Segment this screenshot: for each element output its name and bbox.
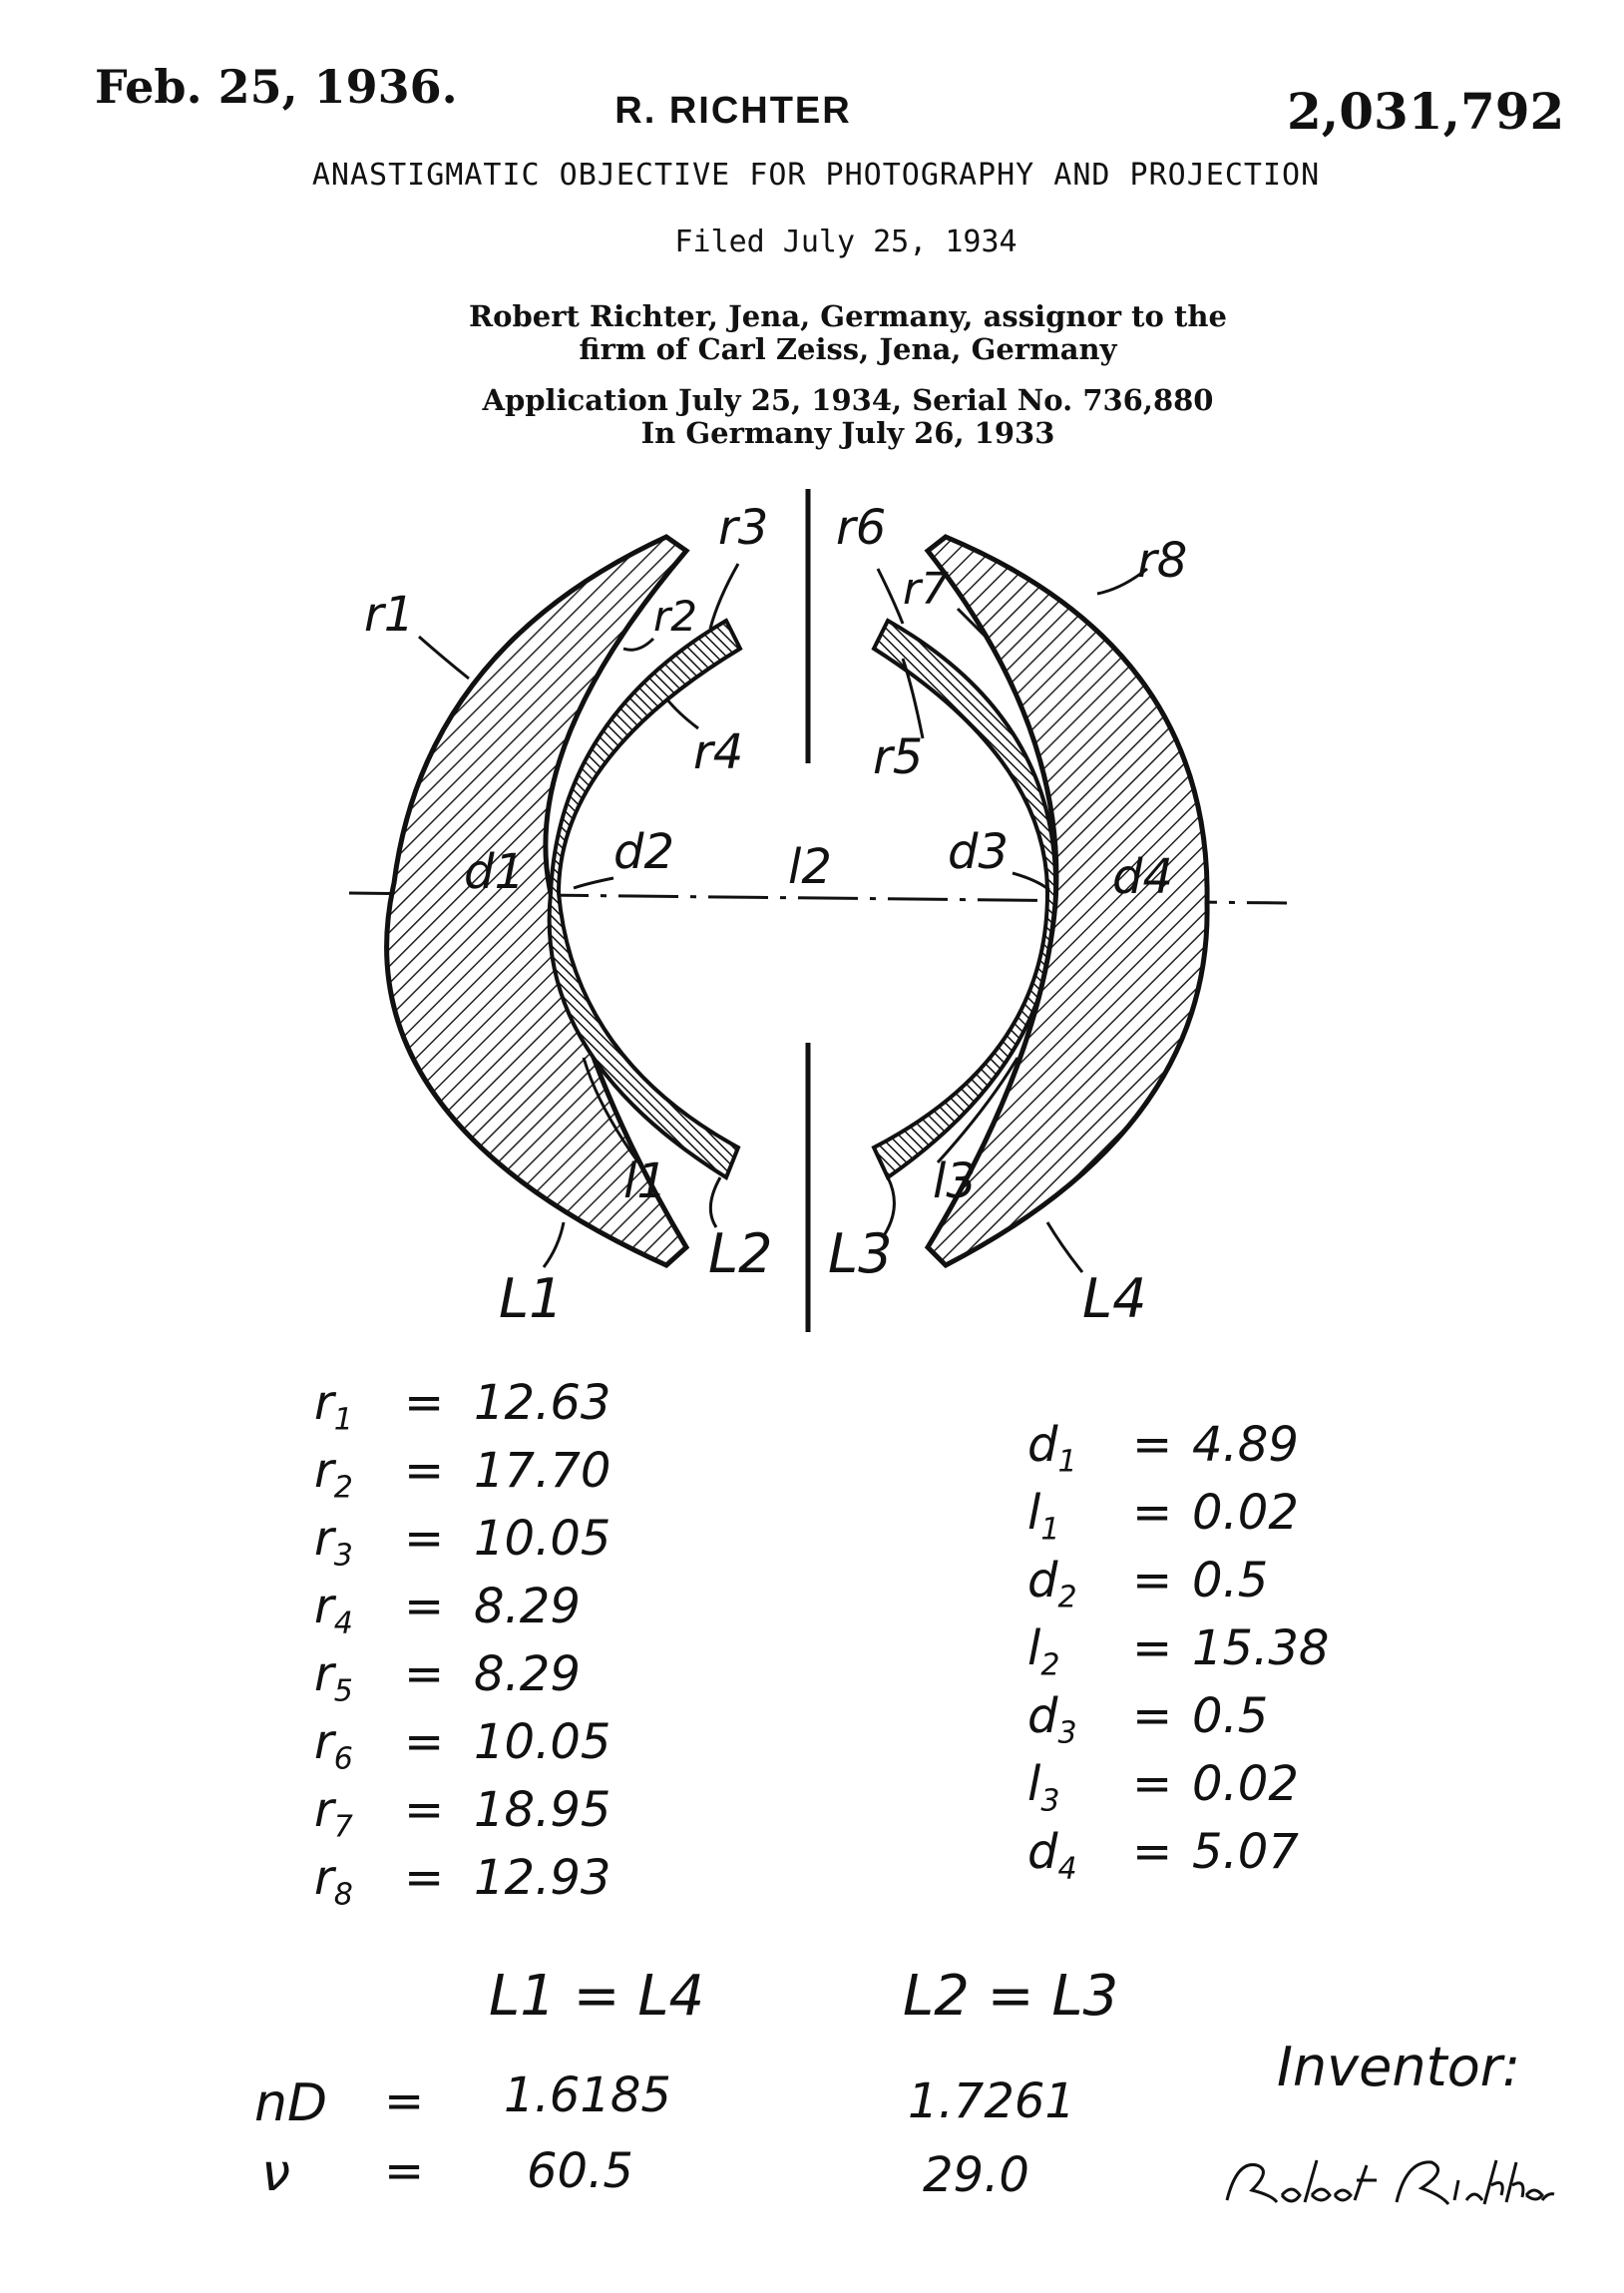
patent-date: Feb. 25, 1936. — [95, 60, 458, 114]
glass-nd-left: 1.6185 — [504, 2067, 671, 2123]
label-l1: l1 — [623, 1153, 667, 1209]
thickness-symbol: $d_1$ — [1027, 1417, 1077, 1480]
leader-L4 — [1047, 1222, 1082, 1272]
thickness-symbol: $l_3$ — [1027, 1756, 1060, 1819]
radius-equals: = — [404, 1850, 445, 1906]
label-r4: r4 — [693, 724, 744, 780]
glass-nu-left: 60.5 — [527, 2143, 633, 2199]
label-d4: d4 — [1112, 849, 1174, 905]
label-r2: r2 — [653, 592, 697, 641]
radius-value: 12.93 — [474, 1850, 611, 1906]
radius-symbol: $r_5$ — [314, 1646, 353, 1709]
thickness-value: 4.89 — [1192, 1417, 1299, 1473]
thickness-symbol: $d_3$ — [1027, 1688, 1077, 1751]
radius-symbol: $r_3$ — [314, 1511, 353, 1574]
assignment-line-1: Robert Richter, Jena, Germany, assignor to the — [469, 299, 1227, 333]
application-line-1: Application July 25, 1934, Serial No. 736,880 — [482, 383, 1214, 417]
radius-equals: = — [404, 1782, 445, 1838]
inventor-name: R. RICHTER — [614, 90, 852, 132]
radius-value: 10.05 — [474, 1511, 611, 1567]
radius-value: 12.63 — [474, 1375, 611, 1431]
leader-L2 — [710, 1177, 720, 1227]
thickness-value: 0.02 — [1192, 1756, 1299, 1812]
thickness-value: 15.38 — [1192, 1620, 1330, 1676]
thickness-value: 0.5 — [1192, 1553, 1269, 1608]
inventor-signature — [1217, 2140, 1556, 2230]
thickness-value: 0.02 — [1192, 1485, 1299, 1541]
radius-symbol: $r_8$ — [314, 1850, 353, 1913]
leader-r3 — [710, 564, 738, 629]
leader-d3 — [1013, 873, 1049, 890]
radius-symbol: $r_4$ — [314, 1579, 353, 1641]
label-r3: r3 — [718, 500, 769, 556]
assignment-line-2: firm of Carl Zeiss, Jena, Germany — [579, 332, 1117, 366]
leader-r6 — [878, 569, 903, 624]
filed-date: Filed July 25, 1934 — [674, 225, 1017, 259]
label-d1: d1 — [464, 844, 526, 900]
radius-equals: = — [404, 1646, 445, 1702]
leader-r1 — [419, 637, 469, 679]
radius-value: 10.05 — [474, 1714, 611, 1770]
label-d3: d3 — [948, 824, 1010, 880]
radius-value: 18.95 — [474, 1782, 611, 1838]
label-L2: L2 — [708, 1222, 773, 1285]
label-r7: r7 — [903, 564, 950, 615]
label-r6: r6 — [836, 500, 887, 556]
inventor-label: Inventor: — [1277, 2036, 1521, 2098]
glass-sym-nd: nD — [254, 2073, 327, 2133]
radius-equals: = — [404, 1443, 445, 1499]
patent-number: 2,031,792 — [1287, 82, 1565, 141]
glass-eq-nd: = — [384, 2073, 425, 2129]
label-r5: r5 — [873, 729, 924, 785]
leader-d2 — [574, 878, 613, 888]
glass-nd-right: 1.7261 — [908, 2073, 1075, 2129]
application-line-2: In Germany July 26, 1933 — [640, 416, 1055, 450]
label-l3: l3 — [933, 1153, 977, 1209]
patent-title: ANASTIGMATIC OBJECTIVE FOR PHOTOGRAPHY AND PROJECTION — [311, 158, 1321, 193]
glass-eq-nu: = — [384, 2143, 425, 2199]
radius-equals: = — [404, 1375, 445, 1431]
radius-equals: = — [404, 1511, 445, 1567]
thickness-equals: = — [1132, 1620, 1173, 1676]
radius-value: 8.29 — [474, 1646, 581, 1702]
radius-value: 8.29 — [474, 1579, 581, 1634]
glass-head-right: L2 = L3 — [903, 1964, 1119, 2029]
radius-value: 17.70 — [474, 1443, 611, 1499]
thickness-value: 0.5 — [1192, 1688, 1269, 1744]
thickness-equals: = — [1132, 1756, 1173, 1812]
glass-nu-right: 29.0 — [923, 2147, 1029, 2203]
thickness-value: 5.07 — [1192, 1824, 1299, 1880]
radius-symbol: $r_6$ — [314, 1714, 353, 1777]
glass-head-left: L1 = L4 — [489, 1964, 705, 2029]
radius-symbol: $r_2$ — [314, 1443, 353, 1506]
label-L1: L1 — [499, 1267, 564, 1330]
thickness-symbol: $d_4$ — [1027, 1824, 1077, 1887]
leader-r2 — [623, 639, 653, 650]
label-r8: r8 — [1137, 533, 1188, 589]
label-l2: l2 — [788, 839, 832, 895]
label-d2: d2 — [613, 824, 675, 880]
thickness-equals: = — [1132, 1553, 1173, 1608]
thickness-equals: = — [1132, 1417, 1173, 1473]
radius-symbol: $r_1$ — [314, 1375, 353, 1438]
radius-equals: = — [404, 1714, 445, 1770]
label-L4: L4 — [1082, 1267, 1147, 1330]
thickness-equals: = — [1132, 1485, 1173, 1541]
radius-equals: = — [404, 1579, 445, 1634]
thickness-equals: = — [1132, 1824, 1173, 1880]
label-r1: r1 — [364, 587, 415, 643]
radius-symbol: $r_7$ — [314, 1782, 353, 1845]
label-L3: L3 — [828, 1222, 893, 1285]
leader-L1 — [544, 1222, 564, 1267]
thickness-symbol: $l_2$ — [1027, 1620, 1060, 1683]
thickness-symbol: $l_1$ — [1027, 1485, 1060, 1548]
thickness-equals: = — [1132, 1688, 1173, 1744]
glass-sym-nu: ν — [261, 2143, 291, 2203]
thickness-symbol: $d_2$ — [1027, 1553, 1077, 1615]
